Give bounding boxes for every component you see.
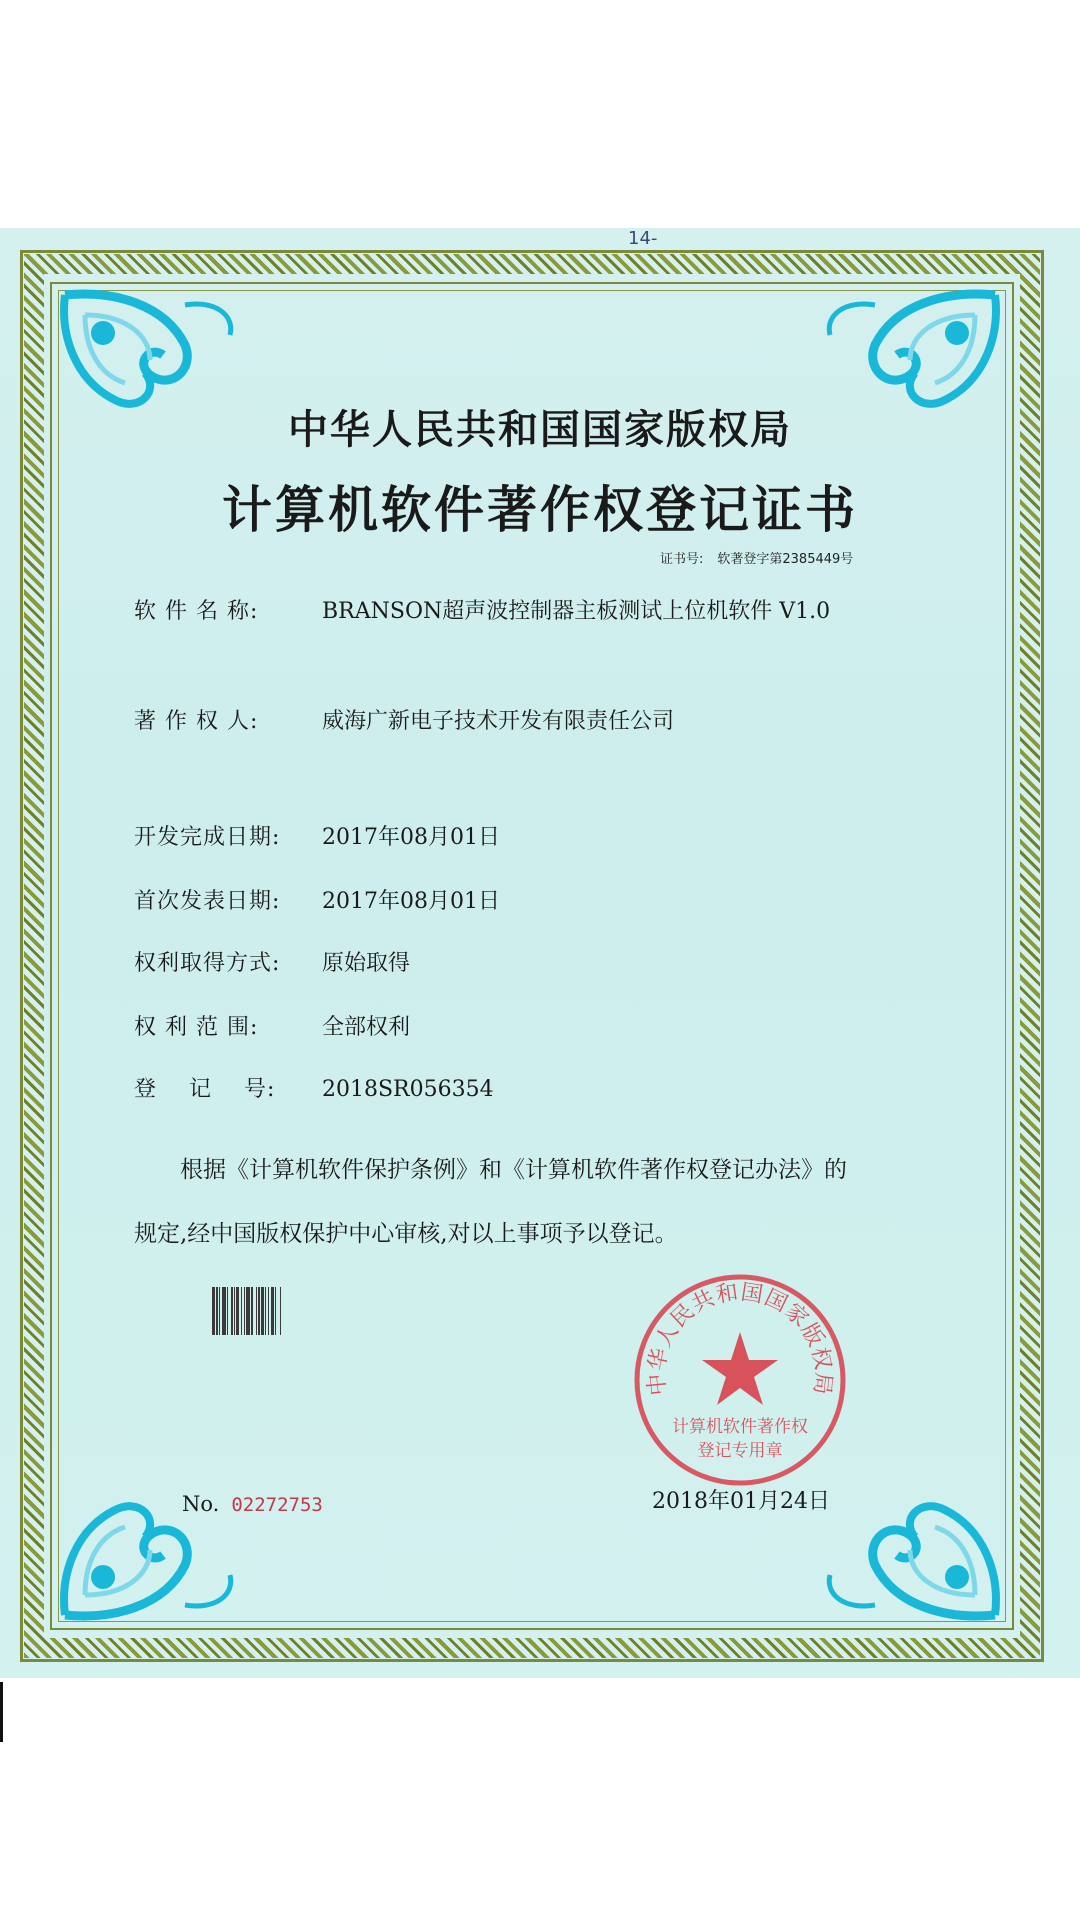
certificate-number-value: 软著登字第2385449号	[717, 552, 854, 567]
field-label: 软 件 名 称:	[134, 599, 259, 624]
statement-line-2: 规定,经中国版权保护中心审核,对以上事项予以登记。	[134, 1221, 678, 1247]
issue-date: 2018年01月24日	[652, 1489, 830, 1514]
field-rights-scope	[134, 1012, 882, 1044]
field-label: 权利取得方式:	[134, 951, 281, 976]
field-value: 全部权利	[322, 1015, 411, 1040]
seal-center-line-1: 计算机软件著作权	[672, 1417, 808, 1437]
field-value: BRANSON超声波控制器主板测试上位机软件 V1.0	[322, 599, 831, 624]
field-label: 权 利 范 围:	[134, 1015, 259, 1040]
field-value: 2017年08月01日	[322, 889, 500, 914]
field-label: 登 记 号:	[134, 1077, 276, 1102]
statement-line-1: 根据《计算机软件保护条例》和《计算机软件著作权登记办法》的	[180, 1157, 847, 1183]
field-value: 威海广新电子技术开发有限责任公司	[322, 709, 675, 734]
issuer-heading: 中华人民共和国国家版权局	[288, 406, 792, 453]
serial-number	[182, 1492, 323, 1516]
field-value: 2018SR056354	[322, 1077, 494, 1102]
field-first-publication	[134, 886, 882, 918]
seal-ring-text: 中华人民共和国国家版权局	[644, 1280, 836, 1397]
official-seal	[630, 1270, 850, 1490]
certificate-number	[660, 548, 853, 567]
field-completion-date	[134, 822, 882, 854]
field-copyright-owner	[134, 706, 882, 738]
handwritten-mark: 14-	[628, 228, 658, 249]
corner-ornament-bottom-right	[815, 1485, 1005, 1625]
certificate-number-label: 证书号:	[660, 552, 704, 567]
barcode-bar	[281, 1287, 283, 1335]
seal-icon	[630, 1270, 850, 1490]
field-acquisition-method	[134, 948, 882, 980]
serial-value: 02272753	[231, 1494, 323, 1516]
field-registration-number	[134, 1074, 882, 1106]
certificate-title: 计算机软件著作权登记证书	[222, 480, 858, 539]
seal-center-line-2: 登记专用章	[697, 1441, 783, 1461]
field-label: 著 作 权 人:	[134, 709, 259, 734]
field-value: 2017年08月01日	[322, 825, 500, 850]
scan-edge-mark	[0, 1682, 3, 1742]
star-icon	[702, 1332, 778, 1405]
field-software-name	[134, 596, 882, 628]
field-label: 开发完成日期:	[134, 825, 281, 850]
ornament-icon	[815, 1485, 1005, 1625]
field-value: 原始取得	[322, 951, 411, 976]
serial-label: No.	[182, 1492, 220, 1516]
barcode	[212, 1287, 360, 1335]
field-label: 首次发表日期:	[134, 889, 281, 914]
